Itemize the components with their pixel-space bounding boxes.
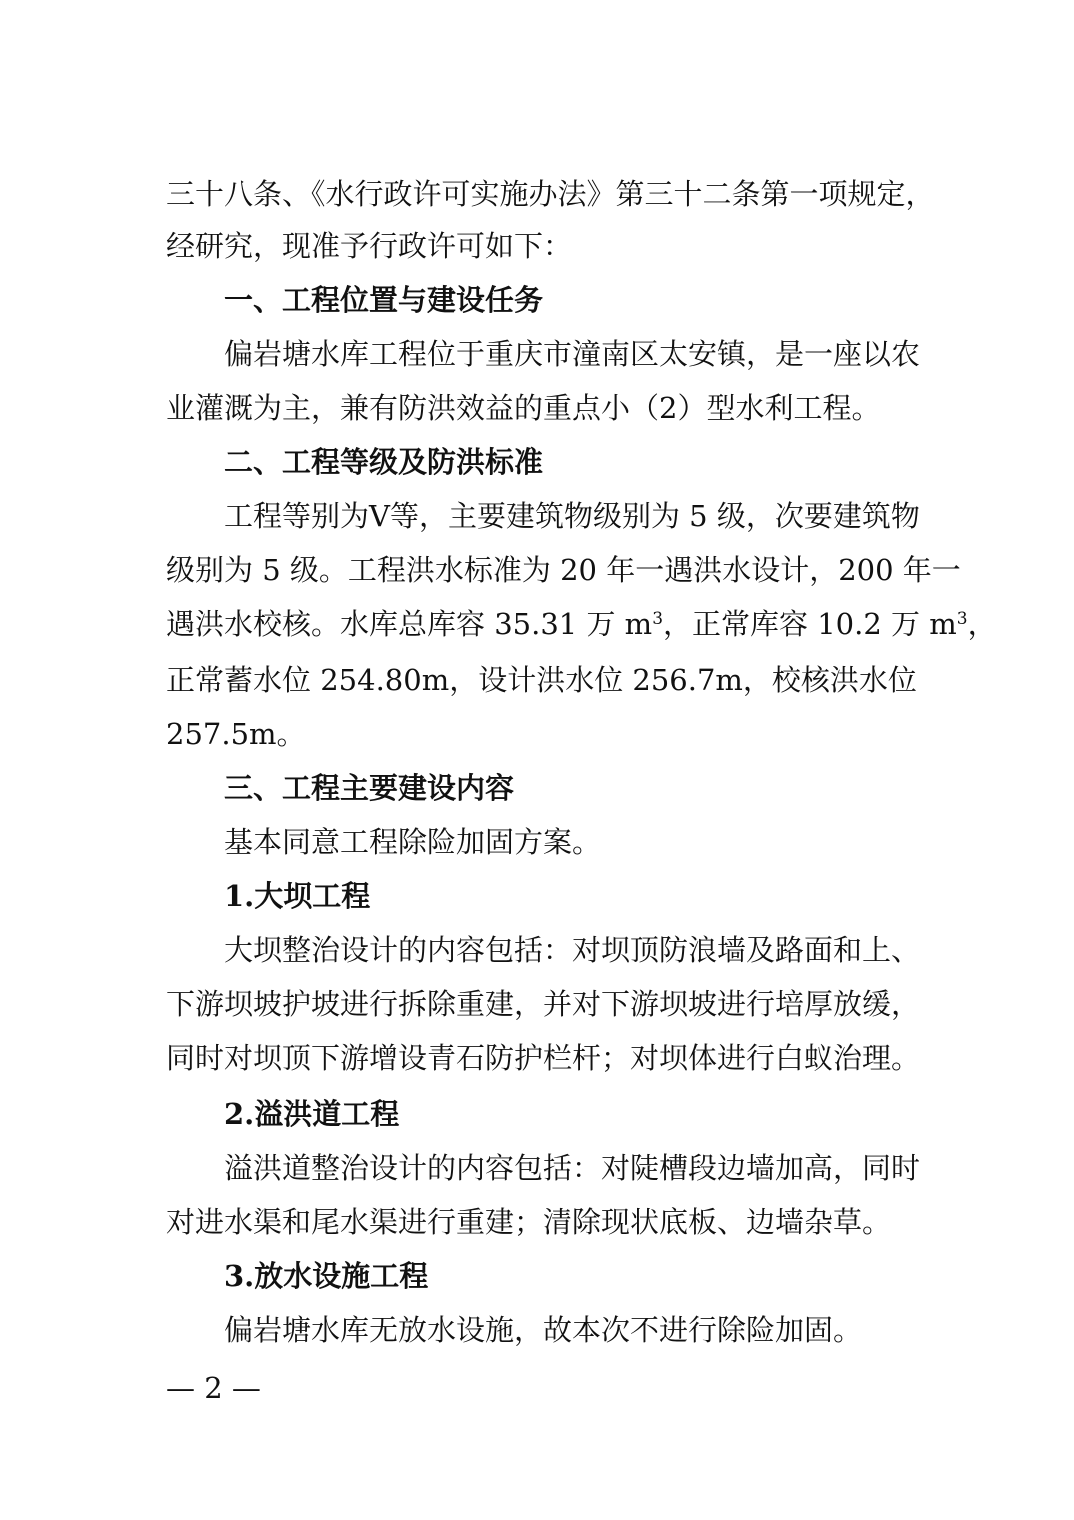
subsection-heading: 3.放水设施工程 (224, 1259, 429, 1293)
section-heading: 一、工程位置与建设任务 (224, 283, 544, 317)
page-number: — 2 — (166, 1371, 261, 1405)
paragraph-line: 三十八条、《水行政许可实施办法》第三十二条第一项规定， (166, 177, 935, 211)
paragraph-line: 大坝整治设计的内容包括：对坝顶防浪墙及路面和上、 (224, 933, 921, 967)
paragraph-line: 工程等别为Ⅴ等，主要建筑物级别为 5 级，次要建筑物 (224, 499, 920, 533)
section-heading: 二、工程等级及防洪标准 (224, 445, 544, 479)
paragraph-line: 遇洪水校核。水库总库容 35.31 万 $m^3$，正常库容 10.2 万 $m^3$， (166, 607, 997, 641)
paragraph-line: 经研究，现准予行政许可如下： (166, 229, 573, 263)
paragraph-line: 级别为 5 级。工程洪水标准为 20 年一遇洪水设计，200 年一 (166, 553, 961, 587)
paragraph-line: 下游坝坡护坡进行拆除重建，并对下游坝坡进行培厚放缓， (166, 987, 921, 1021)
subsection-heading: 1.大坝工程 (224, 879, 371, 913)
paragraph-line: 偏岩塘水库无放水设施，故本次不进行除险加固。 (224, 1313, 863, 1347)
paragraph-line: 正常蓄水位 254.80m，设计洪水位 256.7m，校核洪水位 (166, 663, 917, 697)
paragraph-line: 溢洪道整治设计的内容包括：对陡槽段边墙加高，同时 (224, 1151, 921, 1185)
paragraph-line: 同时对坝顶下游增设青石防护栏杆；对坝体进行白蚁治理。 (166, 1041, 921, 1075)
paragraph-line: 基本同意工程除险加固方案。 (224, 825, 602, 859)
section-heading: 三、工程主要建设内容 (224, 771, 515, 805)
paragraph-line: 业灌溉为主，兼有防洪效益的重点小（2）型水利工程。 (166, 391, 881, 425)
paragraph-line: 257.5m。 (166, 717, 306, 751)
paragraph-line: 对进水渠和尾水渠进行重建；清除现状底板、边墙杂草。 (166, 1205, 892, 1239)
paragraph-line: 偏岩塘水库工程位于重庆市潼南区太安镇，是一座以农 (224, 337, 921, 371)
subsection-heading: 2.溢洪道工程 (224, 1097, 400, 1131)
